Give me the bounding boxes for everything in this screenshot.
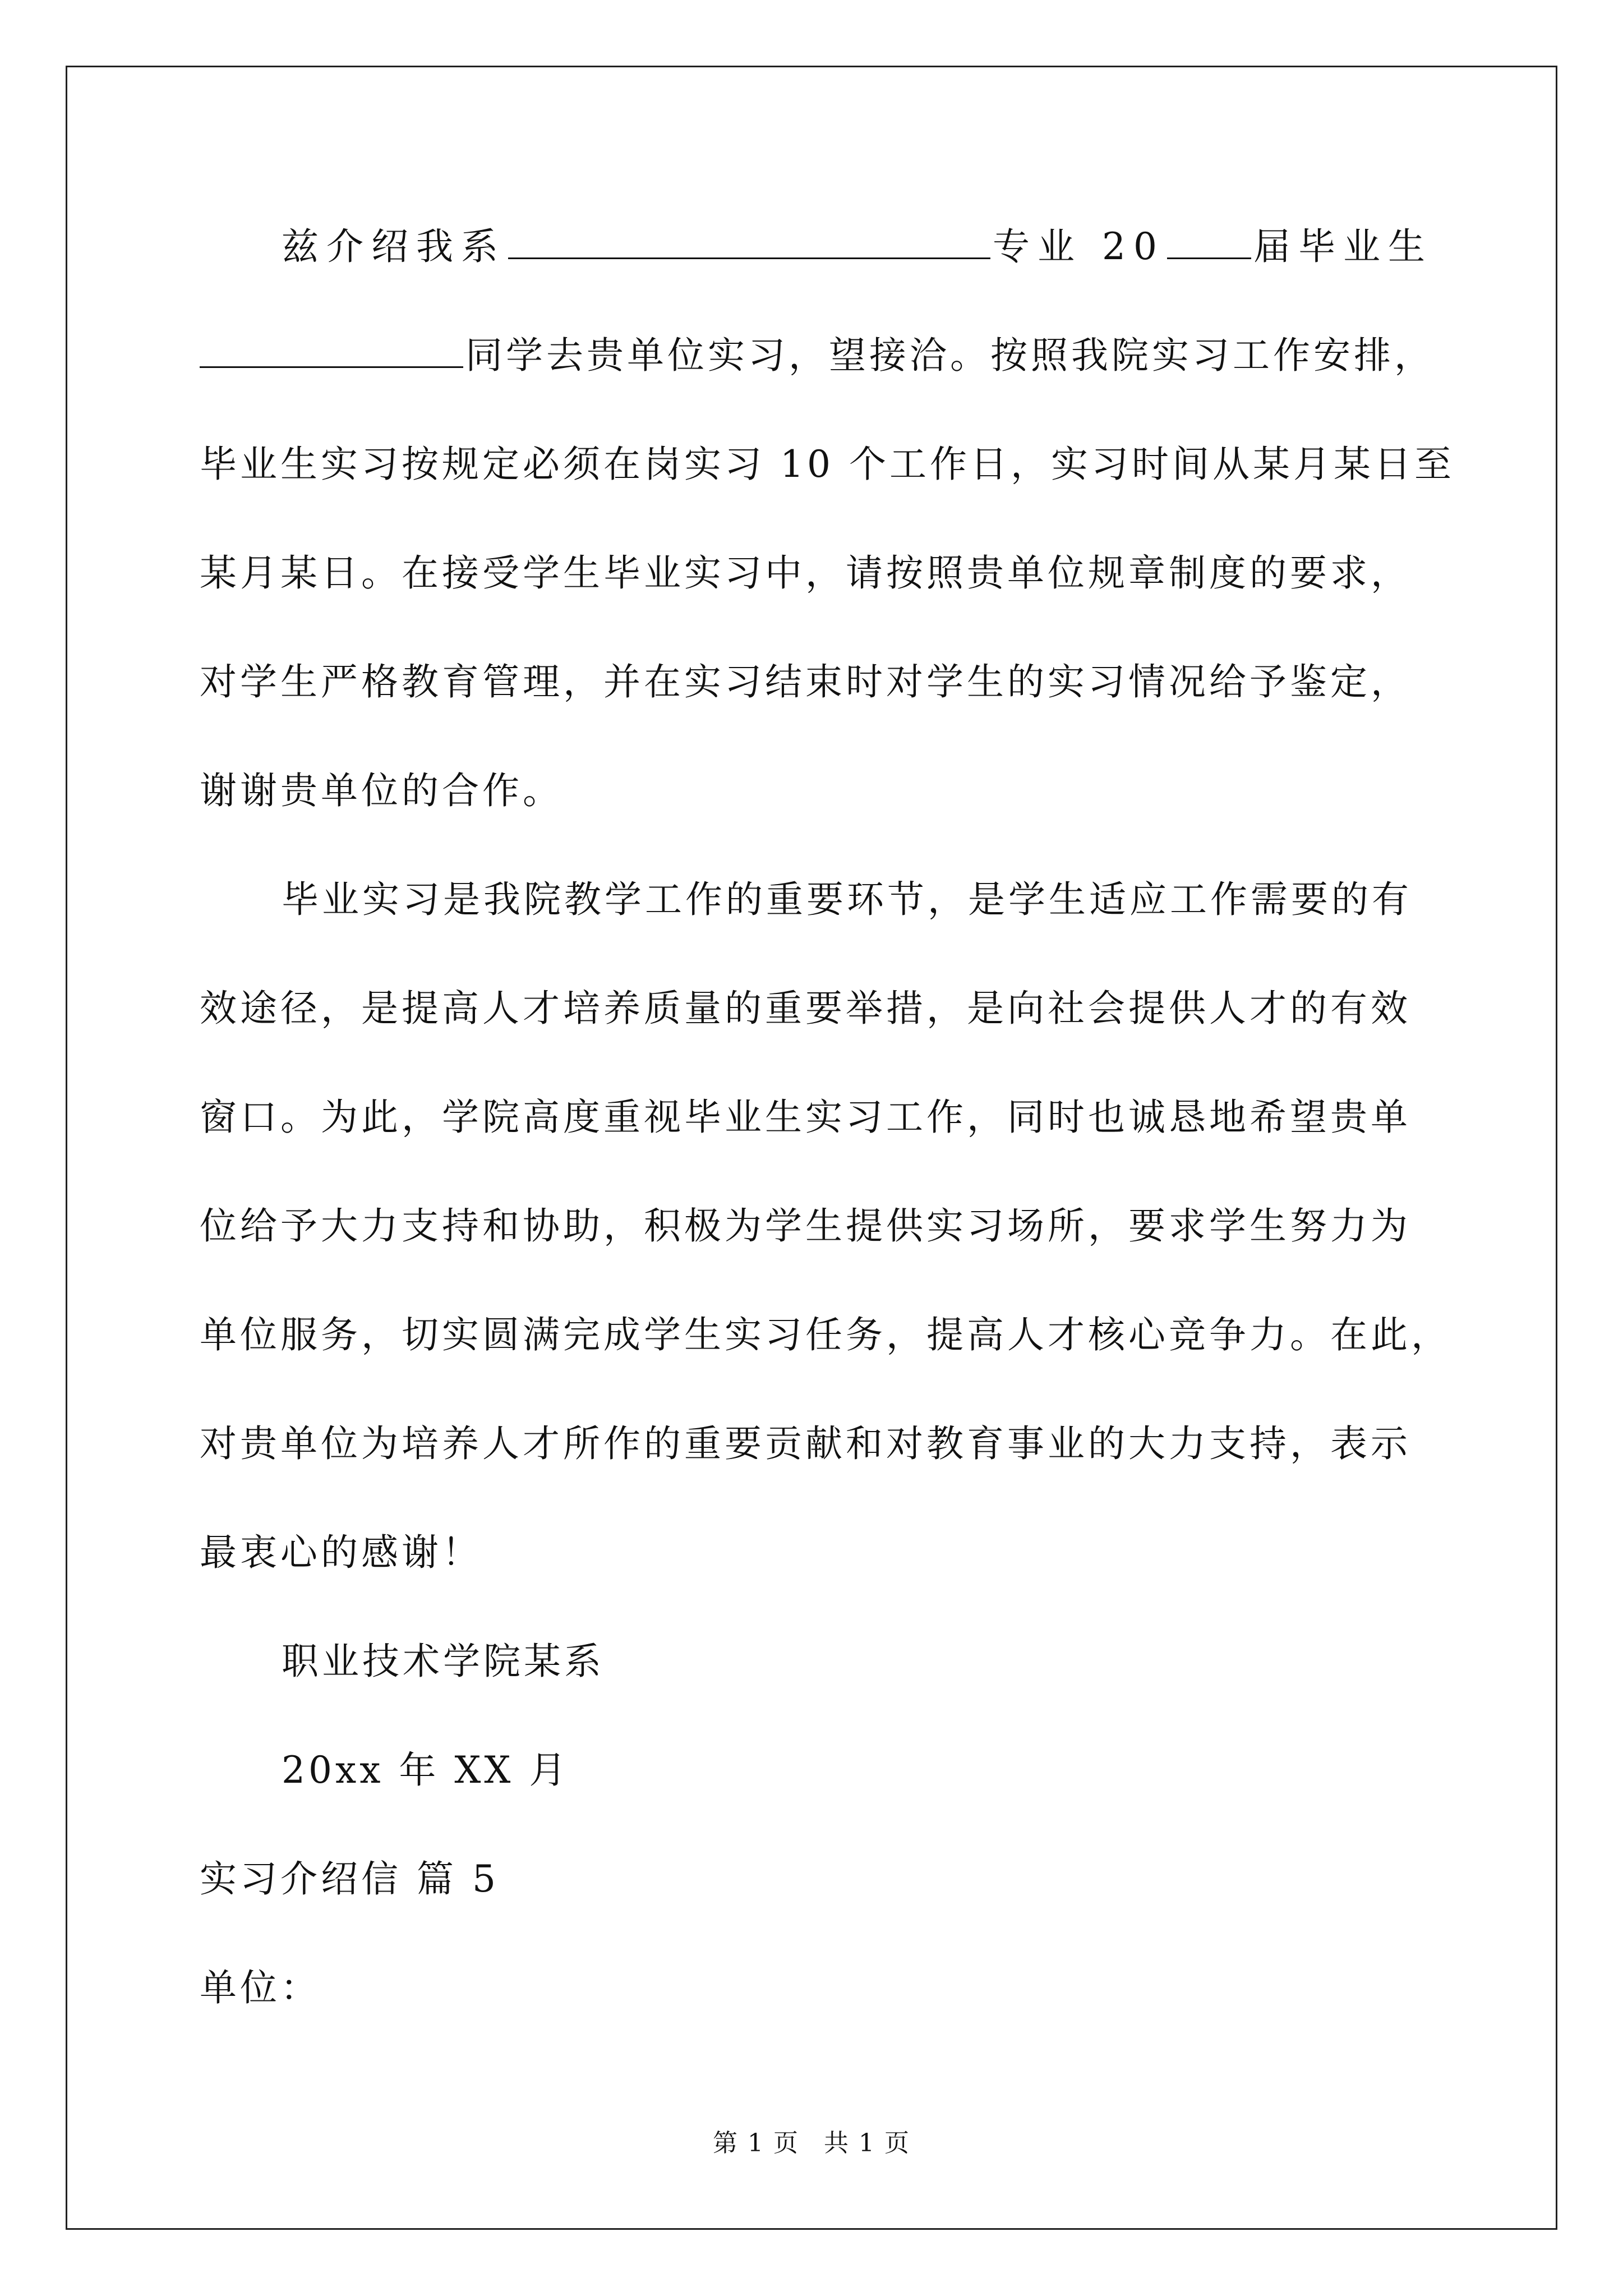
paragraph2-line-3: 窗口。为此，学院高度重视毕业生实习工作，同时也诚恳地希望贵单: [200, 1096, 1411, 1139]
paragraph2-line-4: 位给予大力支持和协助，积极为学生提供实习场所，要求学生努力为: [200, 1204, 1411, 1248]
paragraph2-line-6: 对贵单位为培养人才所作的重要贡献和对教育事业的大力支持，表示: [200, 1422, 1411, 1465]
paragraph1-line-2: 某月某日。在接受学生毕业实习中，请按照贵单位规章制度的要求，: [200, 551, 1411, 595]
paragraph2-line-7: 最衷心的感谢！: [200, 1531, 482, 1574]
year-blank: [1167, 226, 1251, 259]
page-number: 第 1 页: [713, 2129, 799, 2157]
intro-text-3: 届毕业生: [1253, 225, 1433, 268]
paragraph1-line-1: 毕业生实习按规定必须在岗实习 10 个工作日，实习时间从某月某日至: [200, 443, 1455, 486]
section-heading: 实习介绍信 篇 5: [200, 1857, 499, 1901]
department-blank: [508, 226, 990, 259]
signature-organization: 职业技术学院某系: [282, 1640, 605, 1683]
intro-line-2: [200, 333, 1435, 378]
paragraph2-line-2: 效途径，是提高人才培养质量的重要举措，是向社会提供人才的有效: [200, 987, 1411, 1030]
paragraph1-line-3: 对学生严格教育管理，并在实习结束时对学生的实习情况给予鉴定，: [200, 660, 1411, 703]
paragraph1-line-4: 谢谢贵单位的合作。: [200, 769, 563, 812]
paragraph2-line-5: 单位服务，切实圆满完成学生实习任务，提高人才核心竞争力。在此，: [200, 1313, 1451, 1356]
page-total: 共 1 页: [824, 2129, 910, 2157]
student-name-blank: [200, 335, 463, 368]
intro-text-4: 同学去贵单位实习，望接洽。按照我院实习工作安排，: [465, 334, 1435, 377]
recipient-label: 单位：: [200, 1966, 321, 2009]
intro-text-1: 兹介绍我系: [282, 225, 506, 268]
page-border: [66, 66, 1557, 2230]
signature-date: 20xx 年 XX 月: [282, 1749, 570, 1792]
intro-text-2: 专业 20: [993, 225, 1165, 268]
paragraph2-line-1: 毕业实习是我院教学工作的重要环节，是学生适应工作需要的有: [282, 878, 1412, 921]
page-footer: [0, 2129, 1623, 2158]
intro-line-1: [282, 224, 1433, 269]
